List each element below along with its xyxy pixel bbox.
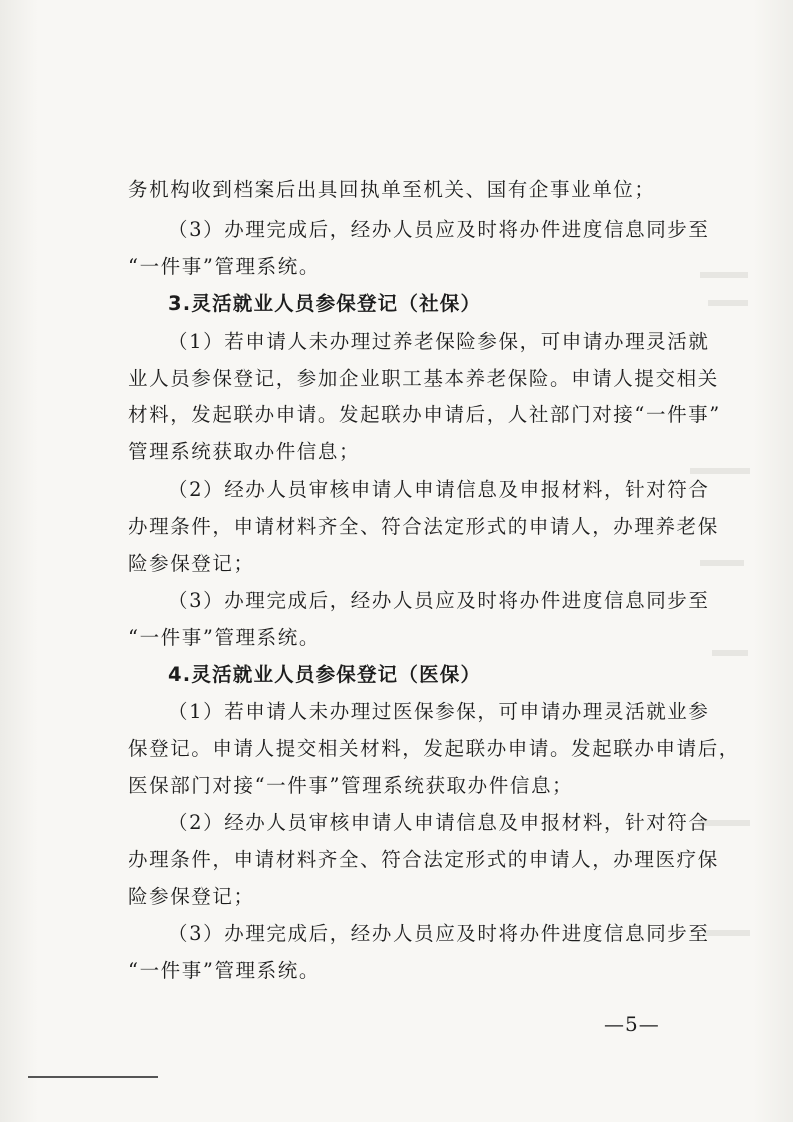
bleed-through-mark xyxy=(700,272,748,278)
text-line: 保登记。申请人提交相关材料，发起联办申请。发起联办申请后， xyxy=(128,737,740,760)
text-line: “一件事”管理系统。 xyxy=(128,959,320,982)
text-line: 务机构收到档案后出具回执单至机关、国有企事业单位； xyxy=(128,178,656,201)
text-line: （3）办理完成后，经办人员应及时将办件进度信息同步至 xyxy=(168,589,710,612)
bleed-through-mark xyxy=(712,650,748,656)
text-line: （2）经办人员审核申请人申请信息及申报材料，针对符合 xyxy=(168,478,710,501)
bleed-through-mark xyxy=(700,560,744,566)
text-line: 办理条件，申请材料齐全、符合法定形式的申请人，办理养老保 xyxy=(128,515,719,538)
bleed-through-mark xyxy=(690,468,750,474)
section-heading-medical-insurance: 4.灵活就业人员参保登记（医保） xyxy=(168,663,482,686)
text-line: 险参保登记； xyxy=(128,552,255,575)
text-line: 业人员参保登记，参加企业职工基本养老保险。申请人提交相关 xyxy=(128,367,719,390)
page-number: —5— xyxy=(604,1012,660,1036)
section-heading-social-insurance: 3.灵活就业人员参保登记（社保） xyxy=(168,292,482,315)
bleed-through-mark xyxy=(708,300,748,306)
text-line: （1）若申请人未办理过养老保险参保，可申请办理灵活就 xyxy=(168,330,710,353)
text-line: （3）办理完成后，经办人员应及时将办件进度信息同步至 xyxy=(168,922,710,945)
text-line: （1）若申请人未办理过医保参保，可申请办理灵活就业参 xyxy=(168,700,710,723)
text-line: 办理条件，申请材料齐全、符合法定形式的申请人，办理医疗保 xyxy=(128,848,719,871)
text-line: 管理系统获取办件信息； xyxy=(128,440,361,463)
text-line: （3）办理完成后，经办人员应及时将办件进度信息同步至 xyxy=(168,218,710,241)
scan-edge-right xyxy=(753,0,793,1122)
text-line: 险参保登记； xyxy=(128,885,255,908)
text-line: “一件事”管理系统。 xyxy=(128,626,320,649)
text-line: 医保部门对接“一件事”管理系统获取办件信息； xyxy=(128,774,574,797)
text-line: “一件事”管理系统。 xyxy=(128,255,320,278)
text-line: 材料，发起联办申请。发起联办申请后，人社部门对接“一件事” xyxy=(128,403,721,426)
text-line: （2）经办人员审核申请人申请信息及申报材料，针对符合 xyxy=(168,811,710,834)
scan-edge-left xyxy=(0,0,38,1122)
bottom-divider xyxy=(28,1076,158,1078)
bleed-through-mark xyxy=(704,930,750,936)
